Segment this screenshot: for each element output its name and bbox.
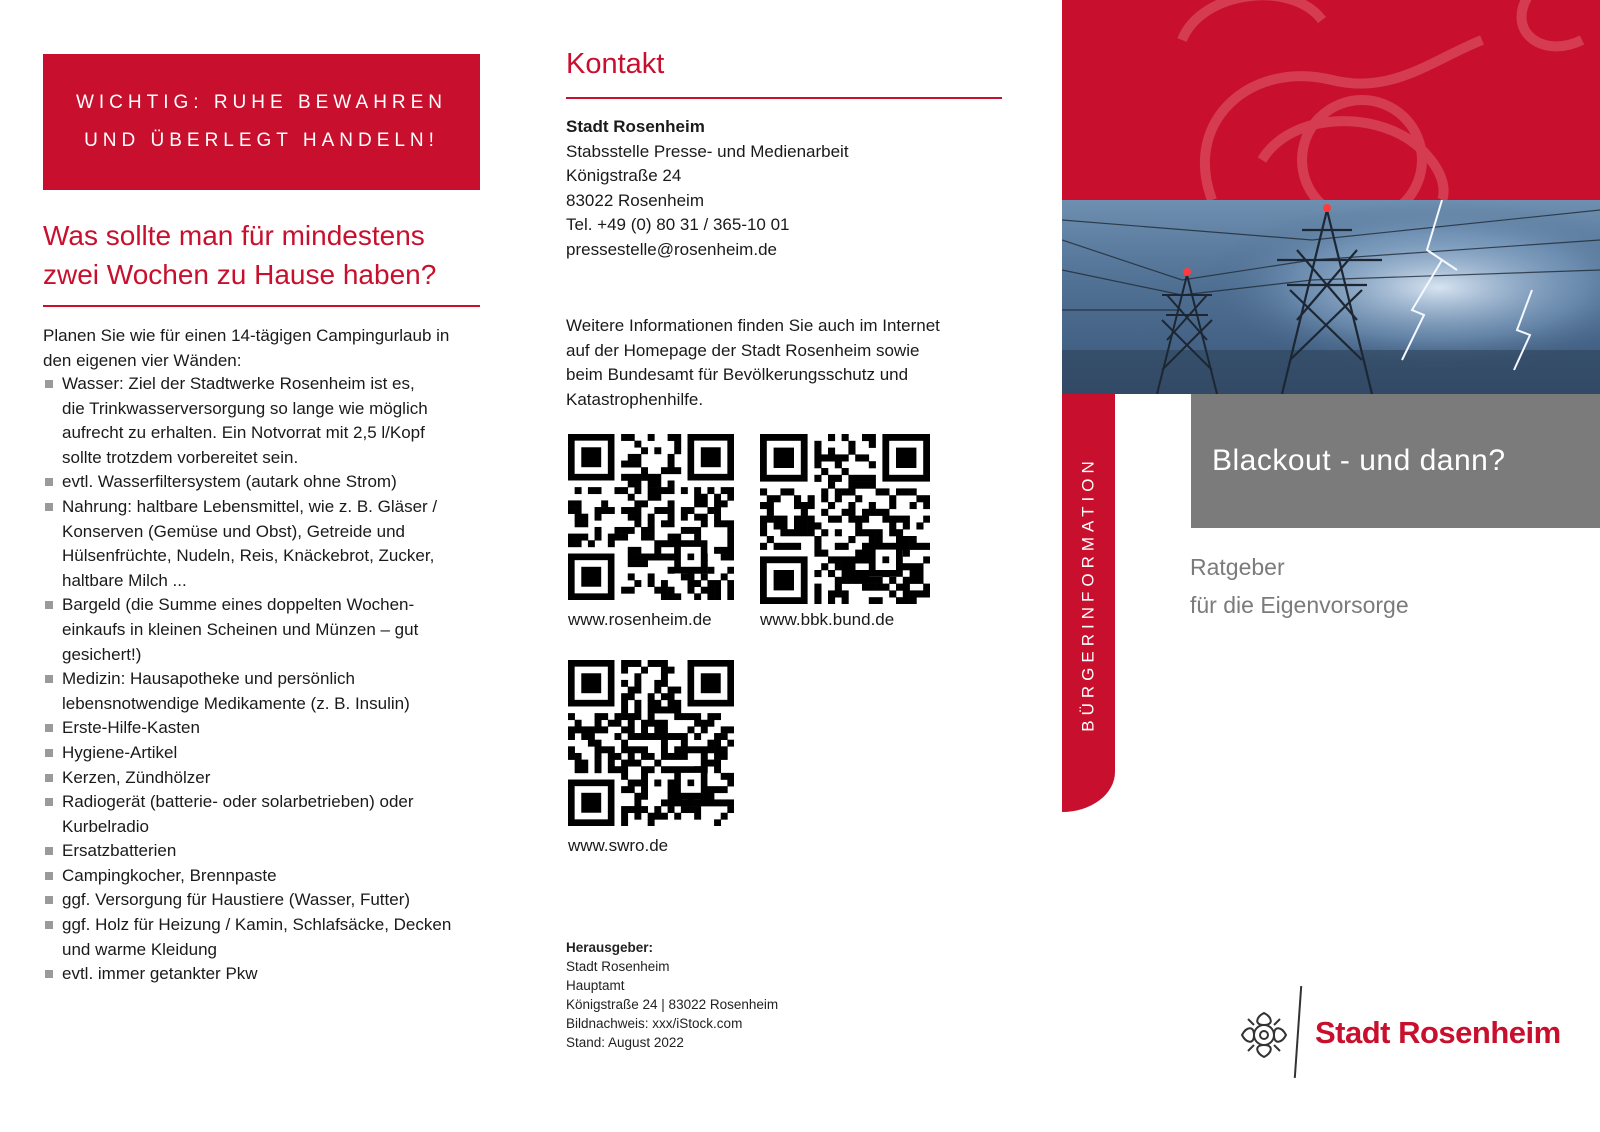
checklist-item-line: ggf. Versorgung für Haustiere (Wasser, Futter) xyxy=(62,890,411,910)
logo-divider xyxy=(1294,986,1302,1078)
qr-code-rosenheim[interactable] xyxy=(568,434,734,600)
bullet-square-icon xyxy=(45,749,53,757)
more-info-line-4: Katastrophenhilfe. xyxy=(566,389,704,409)
power-pylon-lightning-icon xyxy=(1062,200,1600,394)
subtitle-line-2: für die Eigenvorsorge xyxy=(1190,592,1409,618)
bullet-square-icon xyxy=(45,601,53,609)
imprint-line-1: Stadt Rosenheim xyxy=(566,959,670,974)
checklist-item-line: Campingkocher, Brennpaste xyxy=(62,865,277,885)
imprint-line-2: Hauptamt xyxy=(566,978,625,993)
contact-email[interactable]: pressestelle@rosenheim.de xyxy=(566,239,777,259)
headline-line-1: Was sollte man für mindestens xyxy=(43,220,425,251)
warning-line-1: WICHTIG: RUHE BEWAHREN xyxy=(75,92,448,113)
supply-checklist xyxy=(43,372,483,987)
imprint xyxy=(566,938,778,1052)
checklist-item xyxy=(43,962,483,987)
kontakt-title: Kontakt xyxy=(566,48,665,80)
more-info-line-3: beim Bundesamt für Bevölkerungsschutz und xyxy=(566,365,909,385)
checklist-item-line: Erste-Hilfe-Kasten xyxy=(62,718,200,738)
checklist-item xyxy=(43,790,483,839)
bullet-square-icon xyxy=(45,478,53,486)
bullet-square-icon xyxy=(45,503,53,511)
imprint-line-3: Königstraße 24 | 83022 Rosenheim xyxy=(566,997,779,1012)
more-info-line-2: auf der Homepage der Stadt Rosenheim sowie xyxy=(566,340,920,360)
checklist-item xyxy=(43,716,483,741)
headline-divider xyxy=(43,305,480,307)
imprint-line-5: Stand: August 2022 xyxy=(566,1035,684,1050)
checklist-item xyxy=(43,667,483,716)
more-info xyxy=(566,314,986,412)
bullet-square-icon xyxy=(45,872,53,880)
checklist-item-line: Hülsenfrüchte, Nudeln, Reis, Knäckebrot, Zucker, xyxy=(62,546,435,566)
bullet-square-icon xyxy=(45,847,53,855)
checklist-item-line: Medizin: Hausapotheke und persönlich xyxy=(62,669,355,689)
qr-code-swro[interactable] xyxy=(568,660,734,826)
kontakt-divider xyxy=(566,97,1002,99)
warning-box xyxy=(43,54,480,190)
cover-red-panel xyxy=(1062,0,1600,200)
section-headline xyxy=(43,216,503,294)
more-info-line-1: Weitere Informationen finden Sie auch im Internet xyxy=(566,316,940,335)
checklist-item-line: aufrecht zu erhalten. Ein Notvorrat mit 2,5 l/Kopf xyxy=(62,423,425,443)
intro-line-2: den eigenen vier Wänden: xyxy=(43,350,242,370)
rose-emblem-icon xyxy=(1234,1005,1294,1065)
checklist-item xyxy=(43,495,483,593)
contact-org: Stadt Rosenheim xyxy=(566,117,705,136)
cover-subtitle xyxy=(1190,548,1409,624)
contact-street: Königstraße 24 xyxy=(566,166,682,186)
intro-line-1: Planen Sie wie für einen 14-tägigen Campingurlaub in xyxy=(43,326,450,345)
qr-code-bbk[interactable] xyxy=(760,434,930,604)
checklist-item-line: Kurbelradio xyxy=(62,816,149,836)
checklist-item-line: lebensnotwendige Medikamente (z. B. Insulin) xyxy=(62,693,410,713)
checklist-item-line: Ersatzbatterien xyxy=(62,841,177,861)
checklist-item xyxy=(43,888,483,913)
checklist-item-line: Kerzen, Zündhölzer xyxy=(62,767,211,787)
checklist-item-line: Radiogerät (batterie- oder solarbetrieben) oder xyxy=(62,792,414,812)
contact-block xyxy=(566,115,849,263)
qr-label-swro[interactable]: www.swro.de xyxy=(568,836,669,855)
cover-title: Blackout - und dann? xyxy=(1212,444,1506,477)
checklist-item-line: und warme Kleidung xyxy=(62,939,217,959)
checklist-item xyxy=(43,766,483,791)
checklist-item-line: Bargeld (die Summe eines doppelten Wochen- xyxy=(62,595,415,615)
subtitle-line-1: Ratgeber xyxy=(1190,554,1285,580)
bullet-square-icon xyxy=(45,675,53,683)
bullet-square-icon xyxy=(45,970,53,978)
decorative-rose-outline-icon xyxy=(1062,0,1600,200)
checklist-item-line: Hygiene-Artikel xyxy=(62,742,178,762)
checklist-item xyxy=(43,839,483,864)
warning-line-2: UND ÜBERLEGT HANDELN! xyxy=(84,130,439,151)
checklist-item-line: Wasser: Ziel der Stadtwerke Rosenheim ist es, xyxy=(62,374,415,393)
imprint-line-4: Bildnachweis: xxx/iStock.com xyxy=(566,1016,743,1031)
imprint-title: Herausgeber: xyxy=(566,940,654,955)
checklist-item xyxy=(43,864,483,889)
checklist-item-line: Nahrung: haltbare Lebensmittel, wie z. B. Gläser / xyxy=(62,496,438,516)
checklist-item xyxy=(43,913,483,962)
checklist-item-line: die Trinkwasserversorgung so lange wie möglich xyxy=(62,398,428,418)
side-label: BÜRGERINFORMATION xyxy=(1078,456,1098,732)
checklist-item xyxy=(43,372,483,470)
checklist-item-line: Konserven (Gemüse und Obst), Getreide und xyxy=(62,521,406,541)
power-lines-photo xyxy=(1062,200,1600,394)
checklist-item xyxy=(43,470,483,495)
logo-text: Stadt Rosenheim xyxy=(1315,1015,1561,1050)
bullet-square-icon xyxy=(45,798,53,806)
checklist-item-line: evtl. Wasserfiltersystem (autark ohne Strom) xyxy=(62,472,397,492)
checklist-item xyxy=(43,593,483,667)
qr-label-bbk[interactable]: www.bbk.bund.de xyxy=(760,610,895,629)
bullet-square-icon xyxy=(45,380,53,388)
checklist-item-line: sollte trotzdem vorbereitet sein. xyxy=(62,447,299,467)
side-label-wrap xyxy=(1062,394,1115,794)
contact-city: 83022 Rosenheim xyxy=(566,190,704,210)
checklist-item-line: ggf. Holz für Heizung / Kamin, Schlafsäcke, Decken xyxy=(62,915,452,935)
contact-phone[interactable]: Tel. +49 (0) 80 31 / 365-10 01 xyxy=(566,215,790,235)
checklist-item-line: evtl. immer getankter Pkw xyxy=(62,964,258,984)
headline-line-2: zwei Wochen zu Hause haben? xyxy=(43,259,437,290)
bullet-square-icon xyxy=(45,896,53,904)
checklist-item-line: haltbare Milch ... xyxy=(62,570,187,590)
bullet-square-icon xyxy=(45,921,53,929)
bullet-square-icon xyxy=(45,774,53,782)
contact-dept: Stabsstelle Presse- und Medienarbeit xyxy=(566,141,849,161)
bullet-square-icon xyxy=(45,724,53,732)
qr-label-rosenheim[interactable]: www.rosenheim.de xyxy=(568,610,712,629)
checklist-item-line: einkaufs in kleinen Scheinen und Münzen – gut xyxy=(62,619,419,639)
checklist-item xyxy=(43,741,483,766)
checklist-item-line: gesichert!) xyxy=(62,644,142,664)
intro-text xyxy=(43,324,483,373)
